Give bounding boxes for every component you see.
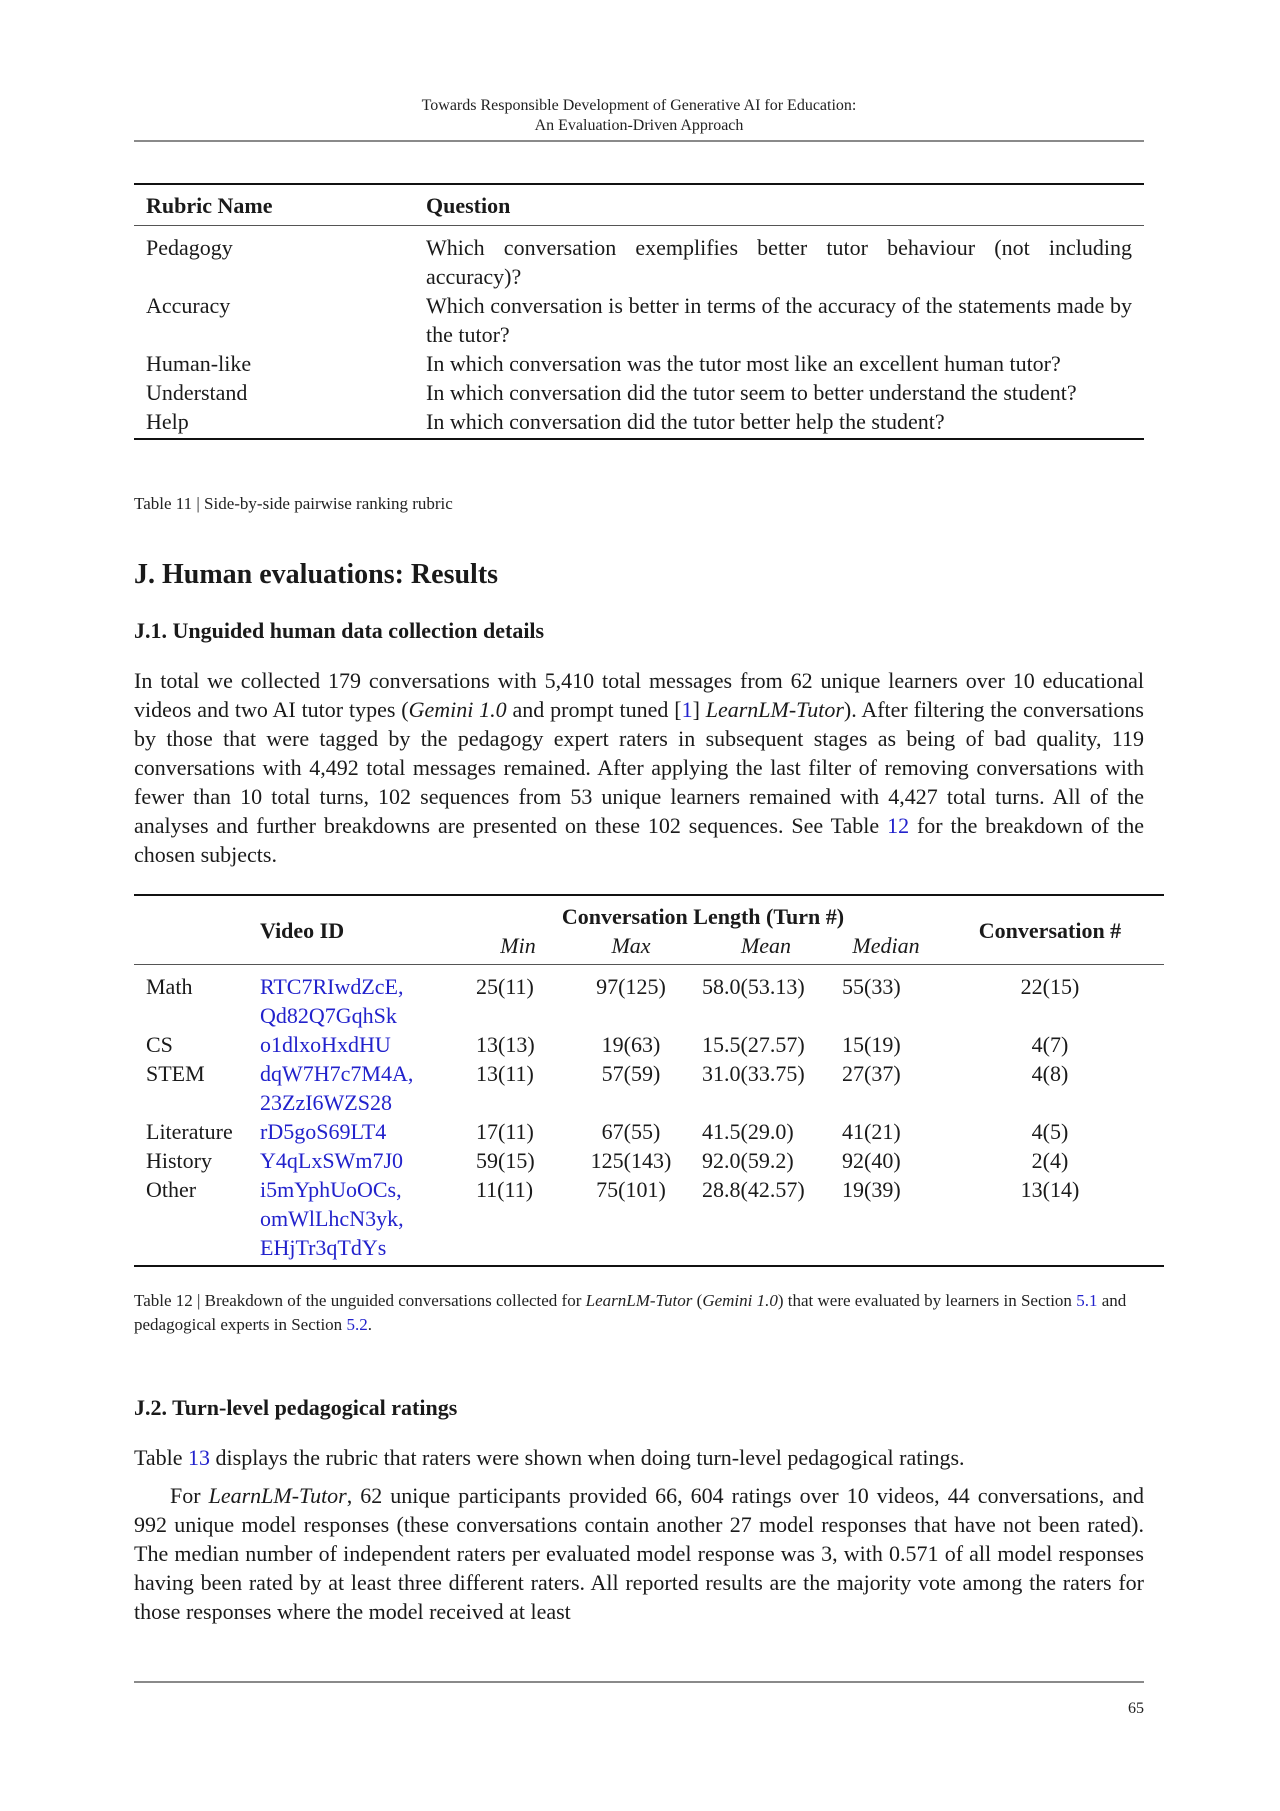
subsection-heading-j2: J.2. Turn-level pedagogical ratings: [134, 1395, 458, 1420]
video-id-link[interactable]: RTC7RIwdZcE,: [260, 974, 404, 999]
column-header-conversation-count: Conversation #: [978, 917, 1122, 943]
subject-cell: STEM: [146, 1061, 205, 1086]
text-run: (: [692, 1291, 703, 1310]
running-header-line1: Towards Responsible Development of Generative AI for Education:: [421, 97, 857, 114]
text-run: Table 12 | Breakdown of the unguided conversations collected for: [134, 1291, 586, 1310]
text-run: ) that were evaluated by learners in Section: [777, 1291, 1077, 1310]
rubric-question: In which conversation did the tutor better help the student?: [426, 409, 945, 434]
median-cell: 41(21): [842, 1119, 901, 1144]
rubric-name: Understand: [146, 380, 248, 405]
mean-cell: 58.0(53.13): [702, 974, 805, 999]
video-id-link[interactable]: i5mYphUoOCs,: [260, 1177, 402, 1202]
video-id-cell: [260, 1117, 470, 1146]
max-cell: 67(55): [601, 1119, 661, 1144]
video-id-link[interactable]: 23ZzI6WZS28: [260, 1090, 392, 1115]
video-id-link[interactable]: omWlLhcN3yk,: [260, 1206, 404, 1231]
table-13-ref-link[interactable]: 13: [188, 1445, 211, 1470]
mean-cell: 15.5(27.57): [702, 1032, 805, 1057]
table-row: [134, 291, 1144, 349]
rubric-name: Pedagogy: [146, 235, 233, 260]
min-cell: 13(11): [476, 1061, 534, 1086]
mean-cell: 31.0(33.75): [702, 1061, 805, 1086]
text-run: For: [170, 1483, 209, 1508]
footer-divider: [134, 1681, 1144, 1683]
mean-cell: 28.8(42.57): [702, 1177, 805, 1202]
video-id-link[interactable]: dqW7H7c7M4A,: [260, 1061, 414, 1086]
count-cell: 22(15): [1020, 974, 1080, 999]
model-name-gemini: Gemini 1.0: [408, 697, 507, 722]
section-heading-j: J. Human evaluations: Results: [134, 559, 499, 590]
rubric-name: Human-like: [146, 351, 252, 376]
table-row: [134, 349, 1144, 378]
column-header-video-id: Video ID: [260, 917, 345, 943]
min-cell: 11(11): [476, 1177, 534, 1202]
video-id-cell: [260, 1030, 470, 1059]
max-cell: 75(101): [596, 1177, 666, 1202]
table-row: [134, 1117, 1164, 1146]
video-id-link[interactable]: Y4qLxSWm7J0: [260, 1148, 403, 1173]
mean-cell: 92.0(59.2): [702, 1148, 794, 1173]
model-name-learnlm: LearnLM-Tutor: [208, 1483, 347, 1508]
page-number: 65: [1128, 1700, 1144, 1717]
header-divider: [134, 140, 1144, 142]
max-cell: 125(143): [590, 1148, 672, 1173]
subject-cell: History: [146, 1148, 212, 1173]
subsection-heading-j1: J.1. Unguided human data collection details: [134, 618, 545, 643]
count-cell: 4(7): [1031, 1032, 1069, 1057]
paragraph-j2-intro: [134, 1443, 1144, 1472]
count-cell: 4(8): [1031, 1061, 1069, 1086]
column-header-mean: Mean: [740, 933, 792, 958]
text-run: , 62 unique participants provided 66, 604 ratings over 10 videos, 44 conversations, and 992 unique model responses (these conversations contain another 27 model responses that have not been rated). The median number of independent raters per evaluated model response was 3, with 0.571 of all model responses having been rated by at least three different raters. All reported results are the majority vote among the raters for those responses where the model received at least: [134, 1483, 1144, 1624]
subject-cell: Other: [146, 1177, 197, 1202]
table-12-caption: [134, 1289, 1144, 1337]
paragraph-j1: [134, 666, 1144, 869]
count-cell: 13(14): [1020, 1177, 1080, 1202]
table-row: [134, 965, 1164, 1031]
text-run: for the breakdown of the chosen subjects.: [134, 813, 1144, 867]
text-run: and pedagogical experts in Section: [134, 1291, 1127, 1334]
table-row: [134, 1175, 1164, 1266]
model-name-gemini: Gemini 1.0: [702, 1291, 778, 1310]
rubric-name: Help: [146, 409, 189, 434]
rubric-question: Which conversation exemplifies better tutor behaviour (not including accuracy)?: [426, 235, 1132, 289]
column-header-rubric-name: Rubric Name: [146, 193, 273, 218]
column-header-min: Min: [500, 933, 536, 958]
count-cell: 2(4): [1031, 1148, 1069, 1173]
table-11-caption: Table 11 | Side-by-side pairwise ranking rubric: [134, 494, 453, 513]
table-row: [134, 1059, 1164, 1117]
column-header-max: Max: [611, 933, 651, 958]
video-id-cell: [260, 1146, 470, 1175]
count-cell: 4(5): [1031, 1119, 1069, 1144]
subject-cell: CS: [146, 1032, 173, 1057]
median-cell: 27(37): [842, 1061, 901, 1086]
median-cell: 15(19): [842, 1032, 901, 1057]
section-5-1-link[interactable]: 5.1: [1076, 1291, 1098, 1310]
table-12-breakdown: [134, 894, 1164, 1267]
video-id-cell: [260, 1059, 470, 1117]
column-header-median: Median: [852, 933, 920, 958]
video-id-link[interactable]: EHjTr3qTdYs: [260, 1235, 387, 1260]
table-row: [134, 407, 1144, 439]
table-12-ref-link[interactable]: 12: [887, 813, 910, 838]
table-header-row: [134, 184, 1144, 226]
column-header-question: Question: [426, 193, 511, 218]
table-11-rubric: [134, 183, 1144, 440]
min-cell: 13(13): [476, 1032, 535, 1057]
table-row: [134, 1146, 1164, 1175]
text-run: In total we collected 179 conversations with 5,410 total messages from 62 unique learners over 10 educational videos and two AI tutor types (: [134, 668, 1144, 722]
median-cell: 92(40): [842, 1148, 901, 1173]
video-id-cell: [260, 965, 470, 1031]
table-row: [134, 226, 1144, 292]
section-5-2-link[interactable]: 5.2: [346, 1315, 368, 1334]
text-run: .: [367, 1315, 372, 1334]
rubric-name: Accuracy: [146, 293, 231, 318]
table-row: [134, 378, 1144, 407]
min-cell: 17(11): [476, 1119, 534, 1144]
max-cell: 97(125): [596, 974, 666, 999]
text-run: ]: [692, 697, 706, 722]
model-name-learnlm: LearnLM-Tutor: [585, 1291, 693, 1310]
min-cell: 59(15): [476, 1148, 535, 1173]
rubric-question: Which conversation is better in terms of the accuracy of the statements made by the tutor?: [426, 293, 1132, 347]
column-header-subject: [134, 895, 260, 965]
mean-cell: 41.5(29.0): [702, 1119, 794, 1144]
max-cell: 57(59): [601, 1061, 661, 1086]
running-header: [134, 96, 1144, 136]
median-cell: 19(39): [842, 1177, 901, 1202]
text-run: ). After filtering the conversations by those that were tagged by the pedagogy expert raters in subsequent stages as being of bad quality, 119 conversations with 4,492 total messages remained. After applying the last filter of removing conversations with fewer than 10 total turns, 102 sequences from 53 unique learners remained with 4,427 total turns. All of the analyses and further breakdowns are presented on these 102 sequences. See Table: [134, 697, 1144, 838]
table-header-row: [134, 895, 1164, 931]
max-cell: 19(63): [601, 1032, 661, 1057]
text-run: displays the rubric that raters were shown when doing turn-level pedagogical ratings.: [210, 1445, 965, 1470]
video-id-link[interactable]: o1dlxoHxdHU: [260, 1032, 391, 1057]
table-row: [134, 1030, 1164, 1059]
min-cell: 25(11): [476, 974, 534, 999]
video-id-link[interactable]: Qd82Q7GqhSk: [260, 1003, 397, 1028]
video-id-cell: [260, 1175, 470, 1266]
subject-cell: Math: [146, 974, 193, 999]
citation-link-1[interactable]: 1: [681, 697, 693, 722]
video-id-link[interactable]: rD5goS69LT4: [260, 1119, 387, 1144]
model-name-learnlm: LearnLM-Tutor: [705, 697, 844, 722]
running-header-line2: An Evaluation-Driven Approach: [534, 117, 744, 134]
text-run: and prompt tuned [: [506, 697, 682, 722]
paragraph-j2-body: [134, 1481, 1144, 1626]
rubric-question: In which conversation did the tutor seem to better understand the student?: [426, 380, 1077, 405]
text-run: Table: [134, 1445, 189, 1470]
column-header-conversation-length: Conversation Length (Turn #): [561, 904, 845, 929]
subject-cell: Literature: [146, 1119, 233, 1144]
rubric-question: In which conversation was the tutor most like an excellent human tutor?: [426, 351, 1061, 376]
median-cell: 55(33): [842, 974, 901, 999]
